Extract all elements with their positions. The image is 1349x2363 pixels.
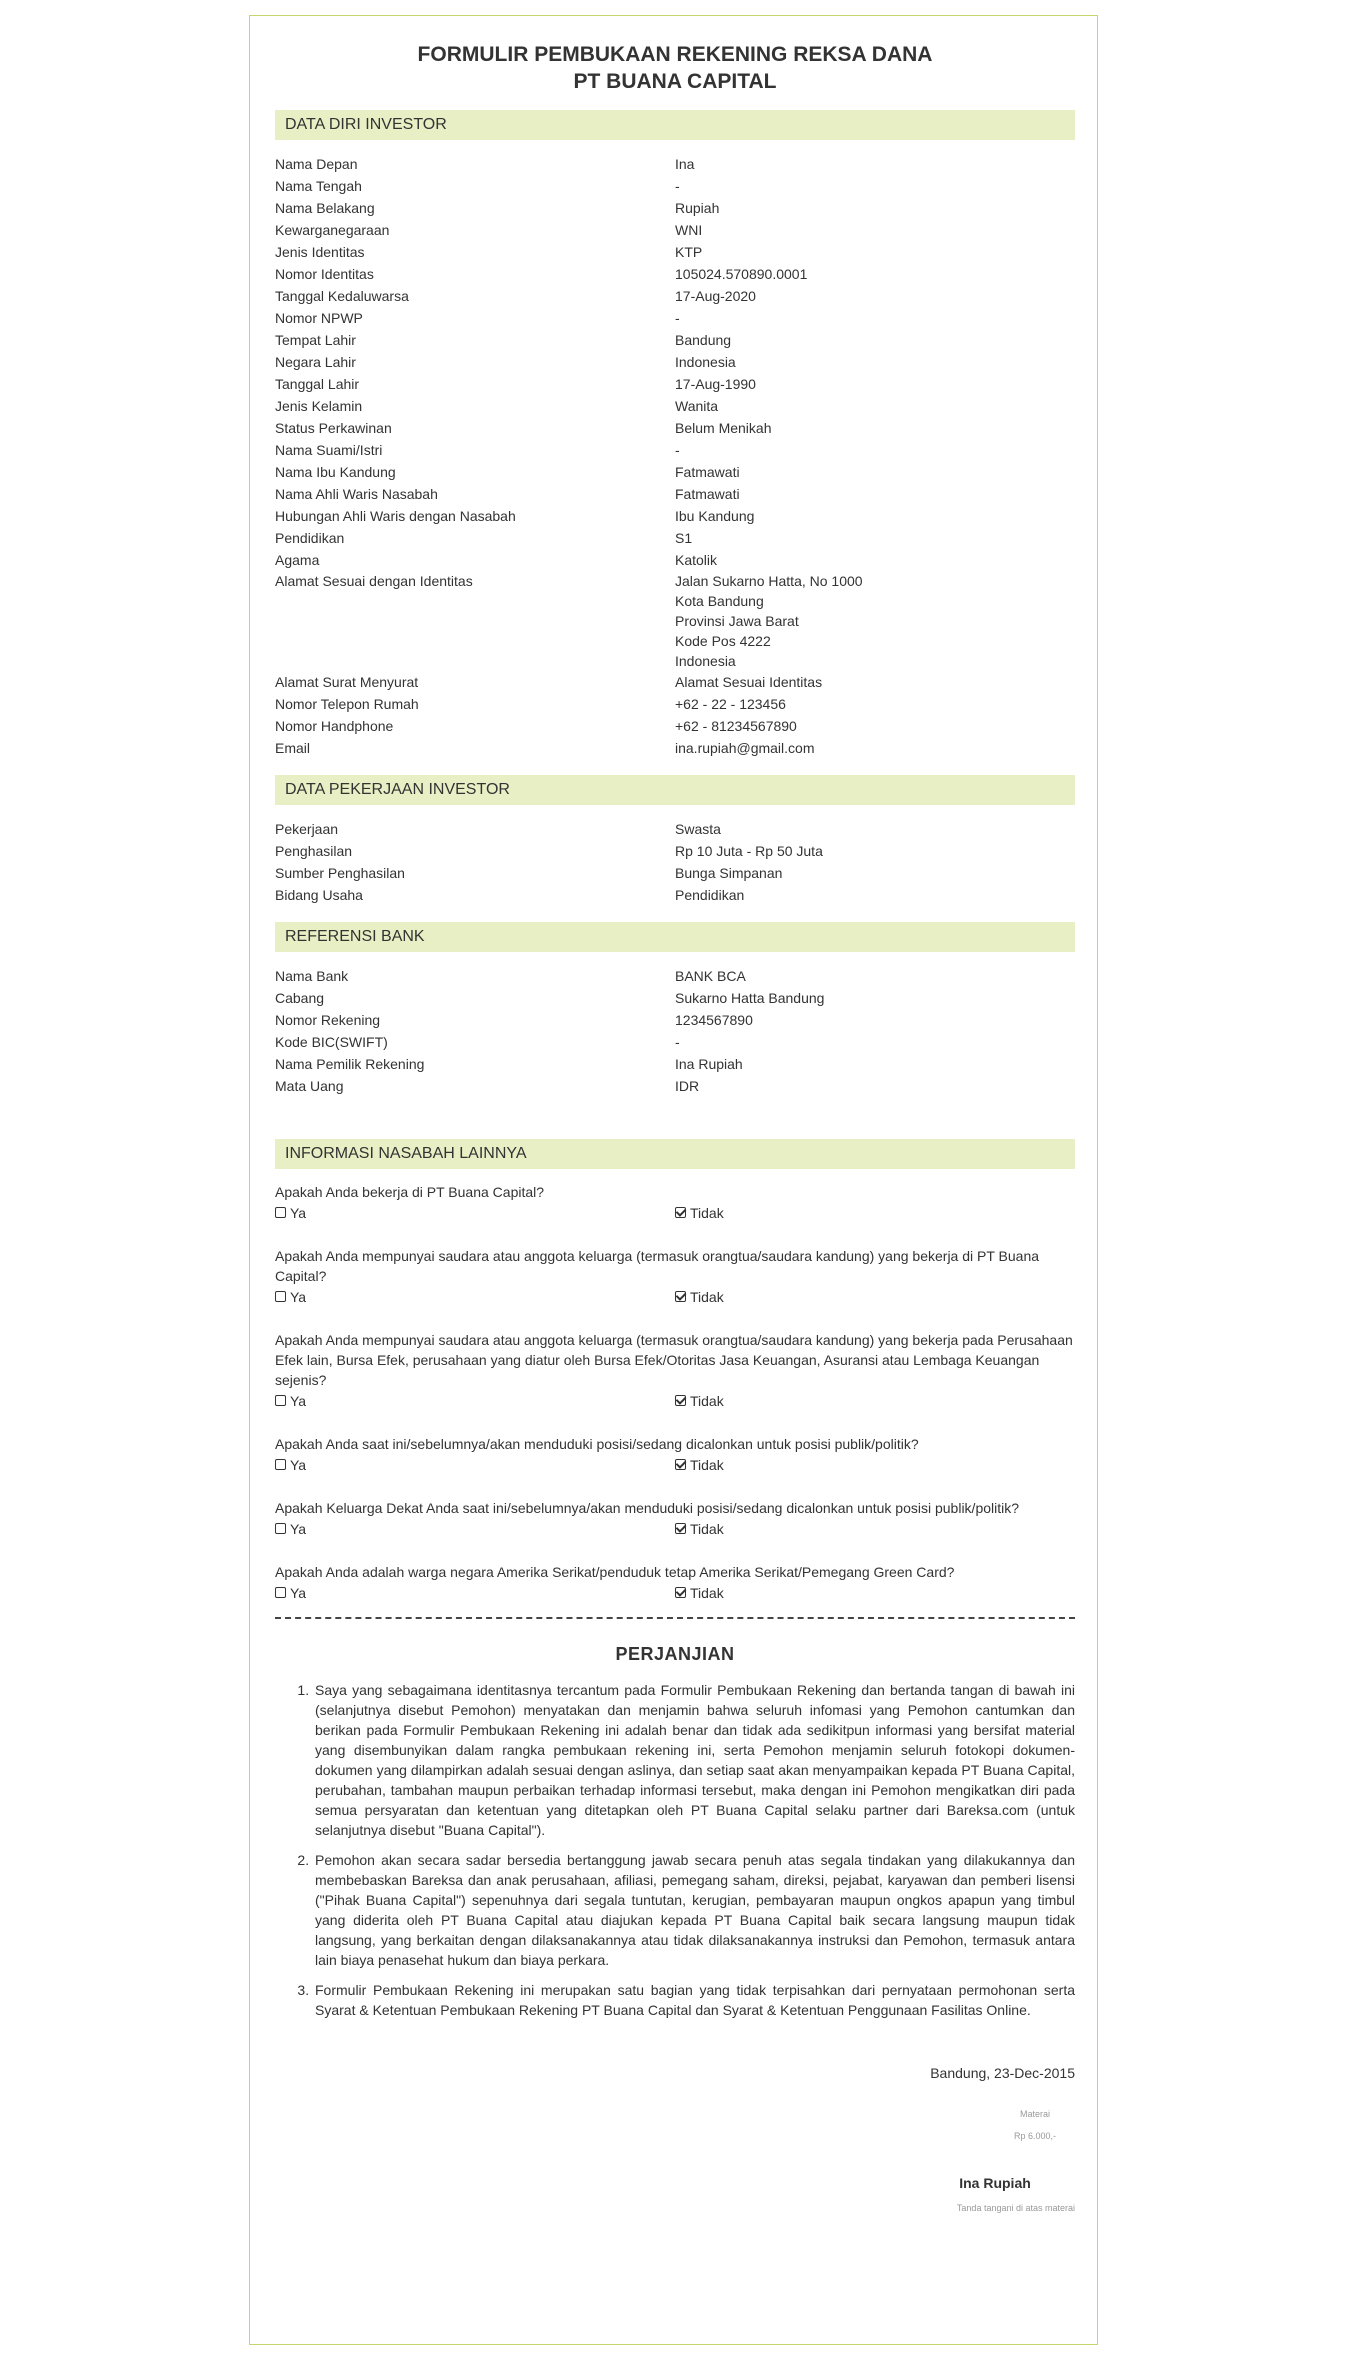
row-value: BANK BCA (675, 968, 746, 984)
option-ya[interactable] (275, 1582, 675, 1604)
row-label: Nama Belakang (275, 200, 375, 216)
row-label: Hubungan Ahli Waris dengan Nasabah (275, 508, 516, 524)
row-label: Nomor Telepon Rumah (275, 696, 419, 712)
row-value: +62 - 22 - 123456 (675, 696, 786, 712)
option-ya[interactable] (275, 1454, 675, 1476)
section-heading-referensi-bank: REFERENSI BANK (275, 922, 1075, 952)
table-row (275, 818, 1075, 840)
row-label: Nama Ibu Kandung (275, 464, 396, 480)
table-row (275, 461, 1075, 483)
row-label: Tempat Lahir (275, 332, 356, 348)
question-text: Apakah Anda bekerja di PT Buana Capital? (275, 1184, 545, 1200)
question-block (275, 1434, 1075, 1476)
question-text: Apakah Anda saat ini/sebelumnya/akan menduduki posisi/sedang dicalonkan untuk posisi publik/politik? (275, 1436, 919, 1452)
option-tidak[interactable] (675, 1202, 1075, 1224)
signature-note: Tanda tangani di atas materai (956, 2203, 1075, 2213)
row-value: 17-Aug-2020 (675, 288, 756, 304)
form-title (275, 41, 1075, 95)
row-value: 1234567890 (675, 1012, 753, 1028)
row-value: Ina Rupiah (675, 1056, 743, 1072)
address-line: Kota Bandung (675, 593, 764, 609)
materai-box (995, 2103, 1075, 2147)
row-value: - (675, 178, 680, 194)
row-label: Alamat Surat Menyurat (275, 674, 419, 690)
question-block (275, 1562, 1075, 1604)
row-value: +62 - 81234567890 (675, 718, 797, 734)
checked-checkbox-icon[interactable] (675, 1395, 686, 1406)
materai-amount: Rp 6.000,- (1013, 2131, 1057, 2141)
place-date: Bandung, 23-Dec-2015 (930, 2065, 1075, 2081)
row-value: Rp 10 Juta - Rp 50 Juta (675, 843, 823, 859)
answer-options (275, 1518, 1075, 1540)
table-row (275, 175, 1075, 197)
row-value: Pendidikan (675, 887, 745, 903)
question-block (275, 1182, 1075, 1224)
row-label: Cabang (275, 990, 325, 1006)
table-row (275, 1031, 1075, 1053)
table-row (275, 483, 1075, 505)
row-value: - (675, 310, 680, 326)
question-text: Apakah Keluarga Dekat Anda saat ini/sebelumnya/akan menduduki posisi/sedang dicalonkan untuk posisi publik/politik? (275, 1500, 1020, 1516)
question-text: Apakah Anda adalah warga negara Amerika Serikat/penduduk tetap Amerika Serikat/Pemegang Green Card? (275, 1564, 955, 1580)
row-label: Pekerjaan (275, 821, 339, 837)
row-label: Email (275, 740, 311, 756)
table-row (275, 329, 1075, 351)
form-title-line2: PT BUANA CAPITAL (573, 70, 777, 93)
table-row (275, 219, 1075, 241)
row-value: Ibu Kandung (675, 508, 755, 524)
option-tidak[interactable] (675, 1454, 1075, 1476)
answer-options (275, 1202, 1075, 1224)
row-label: Nama Tengah (275, 178, 362, 194)
table-row (275, 840, 1075, 862)
row-value: Wanita (675, 398, 719, 414)
table-row (275, 197, 1075, 219)
row-value: S1 (675, 530, 693, 546)
row-value: Katolik (675, 552, 718, 568)
table-row (275, 439, 1075, 461)
checked-checkbox-icon[interactable] (675, 1587, 686, 1598)
row-label: Nomor Identitas (275, 266, 374, 282)
table-row (275, 671, 1075, 693)
row-label: Jenis Identitas (275, 244, 365, 260)
row-value: Swasta (675, 821, 721, 837)
questions-list (275, 1182, 1075, 1604)
question-block (275, 1498, 1075, 1540)
question-text: Apakah Anda mempunyai saudara atau anggota keluarga (termasuk orangtua/saudara kandung) yang bekerja pada Perusahaan Efek lain, Bursa Efek, perusahaan yang diatur oleh Bursa Efek/Otoritas Jasa Keuangan, Asuransi atau Lembaga Keuangan sejenis? (275, 1332, 1073, 1388)
question-block (275, 1330, 1075, 1412)
option-label: Tidak (690, 1205, 724, 1221)
row-label: Kewarganegaraan (275, 222, 390, 238)
row-label: Nomor Handphone (275, 718, 394, 734)
row-label: Bidang Usaha (275, 887, 363, 903)
answer-options (275, 1454, 1075, 1476)
table-row (275, 307, 1075, 329)
section-heading-data-pekerjaan: DATA PEKERJAAN INVESTOR (275, 775, 1075, 805)
perjanjian-title: PERJANJIAN (615, 1644, 735, 1664)
address-line: Jalan Sukarno Hatta, No 1000 (675, 573, 863, 589)
table-row (275, 1009, 1075, 1031)
empty-checkbox-icon[interactable] (275, 1291, 286, 1302)
answer-options (275, 1582, 1075, 1604)
empty-checkbox-icon[interactable] (275, 1207, 286, 1218)
row-label: Nama Pemilik Rekening (275, 1056, 425, 1072)
row-value: Bandung (675, 332, 732, 348)
row-label: Sumber Penghasilan (275, 865, 405, 881)
row-value: Fatmawati (675, 486, 740, 502)
option-label: Tidak (690, 1289, 724, 1305)
option-label: Ya (290, 1289, 307, 1305)
option-label: Tidak (690, 1521, 724, 1537)
option-label: Tidak (690, 1585, 724, 1601)
row-label: Nama Ahli Waris Nasabah (275, 486, 438, 502)
row-label: Nomor NPWP (275, 310, 363, 326)
row-value: - (675, 1034, 680, 1050)
table-row (275, 965, 1075, 987)
option-ya[interactable] (275, 1390, 675, 1412)
data-diri-table (275, 153, 1075, 759)
perjanjian-list (275, 1680, 1075, 2020)
materai-label: Materai (1019, 2109, 1050, 2119)
row-label: Mata Uang (275, 1078, 344, 1094)
row-value: Indonesia (675, 354, 736, 370)
option-tidak[interactable] (675, 1582, 1075, 1604)
section-heading-data-diri: DATA DIRI INVESTOR (275, 110, 1075, 140)
row-value: - (675, 442, 680, 458)
row-value: Sukarno Hatta Bandung (675, 990, 825, 1006)
row-value: IDR (675, 1078, 700, 1094)
table-row (275, 395, 1075, 417)
perjanjian-item: 1. Saya yang sebagaimana identitasnya tercantum pada Formulir Pembukaan Rekening dan bertanda tangan di bawah ini (selanjutnya disebut Pemohon) menyatakan dan menjamin bahwa seluruh infomasi yang Pemohon cantumkan dan berikan pada Formulir Pembukaan Rekening ini adalah benar dan tidak ada sedikitpun informasi yang bersifat material yang disembunyikan dalam rangka pembukaan rekening ini, serta Pemohon menjamin seluruh fotokopi dokumen-dokumen yang dilampirkan adalah sesuai dengan aslinya, dan setiap saat akan menyampaikan kepada PT Buana Capital, perubahan, tambahan maupun perbaikan terhadap informasi tersebut, maka dengan ini Pemohon mengikatkan diri pada semua persyaratan dan ketentuan yang ditetapkan oleh PT Buana Capital selaku partner dari Bareksa.com (untuk selanjutnya disebut "Buana Capital"). (313, 1680, 1075, 1840)
row-label: Tanggal Kedaluwarsa (275, 288, 409, 304)
table-row (275, 241, 1075, 263)
row-label: Nomor Rekening (275, 1012, 381, 1028)
table-row (275, 1053, 1075, 1075)
table-row (275, 737, 1075, 759)
row-value: Ina (675, 156, 695, 172)
option-label: Ya (290, 1521, 307, 1537)
table-row (275, 285, 1075, 307)
dashed-divider (275, 1617, 1075, 1619)
option-label: Ya (290, 1457, 307, 1473)
table-row (275, 263, 1075, 285)
row-value-alamat (675, 571, 1075, 671)
option-label: Ya (290, 1393, 307, 1409)
row-label: Nama Depan (275, 156, 358, 172)
row-value: 17-Aug-1990 (675, 376, 756, 392)
referensi-bank-table (275, 965, 1075, 1097)
table-row (275, 373, 1075, 395)
question-block (275, 1246, 1075, 1308)
checked-checkbox-icon[interactable] (675, 1207, 686, 1218)
option-ya[interactable] (275, 1518, 675, 1540)
checked-checkbox-icon[interactable] (675, 1291, 686, 1302)
option-label: Ya (290, 1205, 307, 1221)
question-text: Apakah Anda mempunyai saudara atau anggota keluarga (termasuk orangtua/saudara kandung) yang bekerja di PT Buana Capital? (275, 1248, 1040, 1284)
option-tidak[interactable] (675, 1390, 1075, 1412)
row-value: KTP (675, 244, 703, 260)
table-row (275, 862, 1075, 884)
table-row (275, 505, 1075, 527)
row-value: WNI (675, 222, 703, 238)
table-row (275, 351, 1075, 373)
perjanjian-item: 2. Pemohon akan secara sadar bersedia bertanggung jawab secara penuh atas segala tindakan yang dilakukannya dan membebaskan Bareksa dan anak perusahaan, afiliasi, pemegang saham, direksi, pejabat, karyawan dan pemberi lisensi ("Pihak Buana Capital") sepenuhnya dari segala tuntutan, kerugian, pembayaran maupun ongkos apapun yang timbul yang diderita oleh PT Buana Capital atau diajukan kepada PT Buana Capital baik secara langsung maupun tidak langsung, yang berkaitan dengan dilaksanakannya atau tidak dilaksanakannya instruksi dan Pemohon, termasuk antara lain biaya penasehat hukum dan biaya perkara. (313, 1850, 1075, 1970)
table-row-alamat (275, 571, 1075, 671)
row-value: Fatmawati (675, 464, 740, 480)
row-value: Belum Menikah (675, 420, 772, 436)
option-ya[interactable] (275, 1286, 675, 1308)
empty-checkbox-icon[interactable] (275, 1587, 286, 1598)
row-label: Nama Bank (275, 968, 349, 984)
table-row (275, 987, 1075, 1009)
signature-block (275, 2065, 1075, 2213)
table-row (275, 1075, 1075, 1097)
section-heading-informasi-lainnya: INFORMASI NASABAH LAINNYA (275, 1139, 1075, 1169)
option-tidak[interactable] (675, 1518, 1075, 1540)
table-row (275, 549, 1075, 571)
row-label: Pendidikan (275, 530, 345, 546)
signer-name: Ina Rupiah (959, 2175, 1031, 2191)
row-label: Alamat Sesuai dengan Identitas (275, 573, 473, 589)
form-content (275, 15, 1075, 2213)
row-value: ina.rupiah@gmail.com (675, 740, 815, 756)
row-label: Jenis Kelamin (275, 398, 363, 414)
row-label: Agama (275, 552, 320, 568)
table-row (275, 693, 1075, 715)
row-value: 105024.570890.0001 (675, 266, 808, 282)
row-label: Status Perkawinan (275, 420, 392, 436)
table-row (275, 884, 1075, 906)
row-label: Kode BIC(SWIFT) (275, 1034, 388, 1050)
perjanjian-item: 3. Formulir Pembukaan Rekening ini merupakan satu bagian yang tidak terpisahkan dari pernyataan permohonan serta Syarat & Ketentuan Pembukaan Rekening PT Buana Capital dan Syarat & Ketentuan Penggunaan Fasilitas Online. (313, 1980, 1075, 2020)
form-title-line1: FORMULIR PEMBUKAAN REKENING REKSA DANA (417, 43, 933, 66)
row-label: Penghasilan (275, 843, 353, 859)
row-value: Rupiah (675, 200, 720, 216)
address-line: Provinsi Jawa Barat (675, 613, 799, 629)
checked-checkbox-icon[interactable] (675, 1459, 686, 1470)
checked-checkbox-icon[interactable] (675, 1523, 686, 1534)
table-row (275, 417, 1075, 439)
option-ya[interactable] (275, 1202, 675, 1224)
table-row (275, 715, 1075, 737)
row-value: Alamat Sesuai Identitas (675, 674, 823, 690)
empty-checkbox-icon[interactable] (275, 1395, 286, 1406)
answer-options (275, 1286, 1075, 1308)
empty-checkbox-icon[interactable] (275, 1523, 286, 1534)
table-row (275, 527, 1075, 549)
address-line: Indonesia (675, 653, 736, 669)
row-label: Negara Lahir (275, 354, 356, 370)
empty-checkbox-icon[interactable] (275, 1459, 286, 1470)
option-label: Tidak (690, 1393, 724, 1409)
option-label: Tidak (690, 1457, 724, 1473)
table-row (275, 153, 1075, 175)
data-pekerjaan-table (275, 818, 1075, 906)
option-label: Ya (290, 1585, 307, 1601)
row-label: Tanggal Lahir (275, 376, 360, 392)
option-tidak[interactable] (675, 1286, 1075, 1308)
row-label: Nama Suami/Istri (275, 442, 383, 458)
answer-options (275, 1390, 1075, 1412)
address-line: Kode Pos 4222 (675, 633, 771, 649)
row-value: Bunga Simpanan (675, 865, 783, 881)
